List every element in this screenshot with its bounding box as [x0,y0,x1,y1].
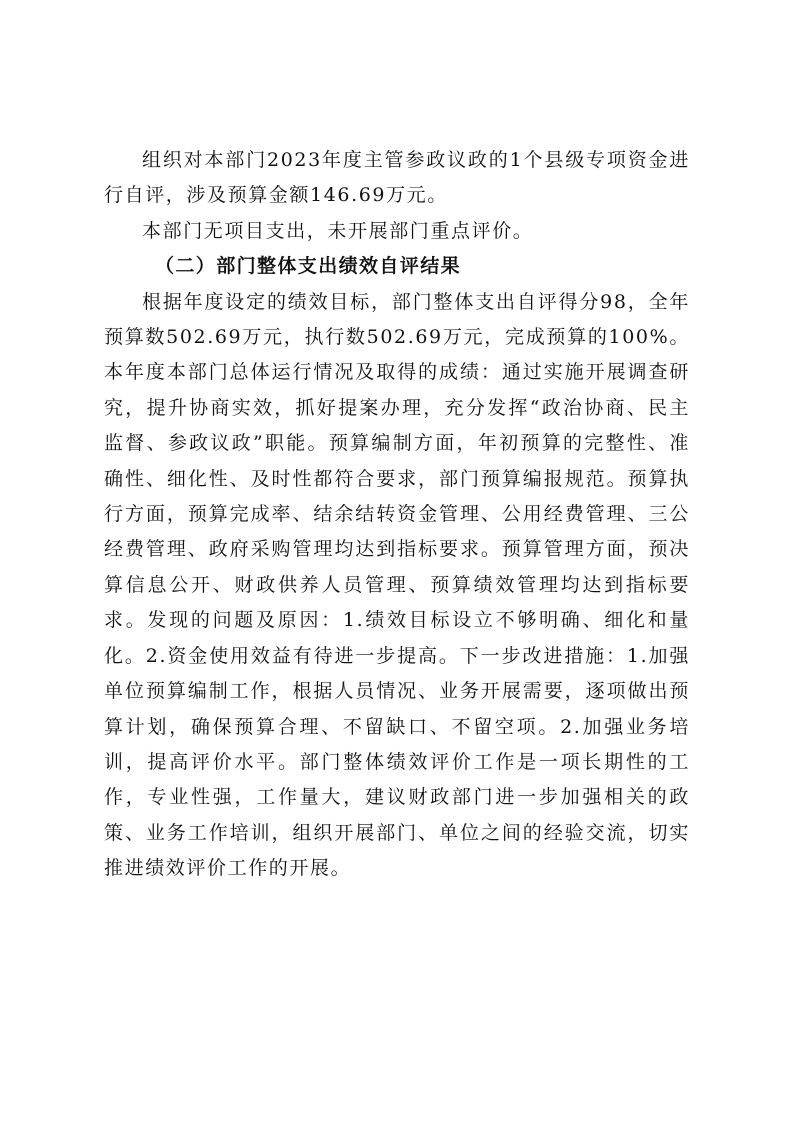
paragraph-no-project-expenditure: 本部门无项目支出，未开展部门重点评价。 [142,219,534,242]
section-heading: （二）部门整体支出绩效自评结果 [155,255,462,278]
paragraph-special-funds-evaluation: 组织对本部门2023年度主管参政议政的1个县级专项资金进行自评，涉及预算金额146.69万元。 [104,149,690,207]
paragraph-overall-evaluation-results: 根据年度设定的绩效目标，部门整体支出自评得分98，全年预算数502.69万元，执行数502.69万元，完成预算的100%。本年度本部门总体运行情况及取得的成绩：通过实施开展调查研究，提升协商实效，抓好提案办理，充分发挥“政治协商、民主监督、参政议政”职能。预算编制方面，年初预算的完整性、准确性、细化性、及时性都符合要求，部门预算编报规范。预算执行方面，预算完成率、结余结转资金管理、公用经费管理、三公经费管理、政府采购管理均达到指标要求。预算管理方面，预决算信息公开、财政供养人员管理、预算绩效管理均达到指标要求。发现的问题及原因：1.绩效目标设立不够明确、细化和量化。2.资金使用效益有待进一步提高。下一步改进措施：1.加强单位预算编制工作，根据人员情况、业务开展需要，逐项做出预算计划，确保预算合理、不留缺口、不留空项。2.加强业务培训，提高评价水平。部门整体绩效评价工作是一项长期性的工作，专业性强，工作量大，建议财政部门进一步加强相关的政策、业务工作培训，组织开展部门、单位之间的经验交流，切实推进绩效评价工作的开展。 [104,290,690,880]
document-body [104,143,690,887]
